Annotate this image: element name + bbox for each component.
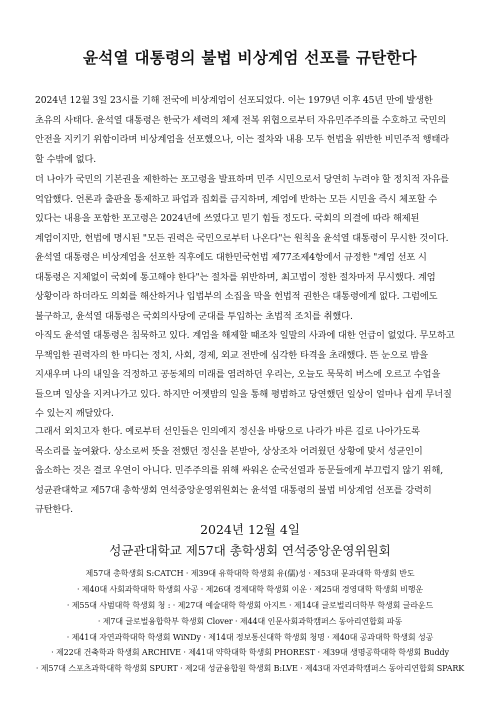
paragraph-1 <box>35 91 466 169</box>
signatory-line: · 제55대 사범대학 학생회 청 : · 제27대 예술대학 학생회 아지트 · 제14대 글로벌리더학부 학생회 글라운드 <box>66 600 434 610</box>
paragraph-line: 상황이라 하더라도 의회를 해산하거나 입법부의 소집을 막을 헌법적 권한은 대통령에게 없다. 그럼에도 <box>35 291 438 303</box>
paragraph-line: 있다는 내용을 포함한 포고령은 2024년에 쓰였다고 믿기 힘들 정도다. 국회의 의결에 따라 해제된 <box>35 213 420 225</box>
paragraph-line: 지새우며 나의 내일을 걱정하고 공동체의 미래를 염려하던 우리는, 오늘도 묵묵히 버스에 오르고 수업을 <box>35 369 441 381</box>
paragraph-line: 억압했다. 언론과 출판을 통제하고 파업과 집회를 금지하며, 계엄에 반하는 모든 시민을 즉시 체포할 수 <box>35 193 438 205</box>
paragraph-line: 대통령은 지체없이 국회에 통고해야 한다"는 절차를 위반하며, 최고법이 정한 절차마저 무시했다. 계엄 <box>35 271 436 283</box>
paragraph-line: 웁소하는 것은 결코 우연이 아니다. 민주주의를 위해 싸워온 순국선열과 동문들에게 부끄럽지 않기 위해, <box>35 465 444 477</box>
paragraph-line: 더 나아가 국민의 기본권을 제한하는 포고령을 발표하며 민주 시민으로서 당연히 누려야 할 정치적 자유를 <box>35 174 449 185</box>
signatory-line: · 제41대 자연과학대학 학생회 WiNDy · 제14대 정보통신대학 학생회 청명 · 제40대 공과대학 학생회 성공 <box>66 632 434 642</box>
signatory-list <box>0 566 500 677</box>
paragraph-2 <box>35 170 466 248</box>
paragraph-line: 윤석열 대통령은 비상계엄을 선포한 직후에도 대한민국헌법 제77조제4항에서 규정한 "계엄 선포 시 <box>35 252 427 263</box>
signatory-line: · 제57대 스포츠과학대학 학생회 SPURT · 제2대 성균융합원 학생회 B:LVE · 제43대 자연과학캠퍼스 동아리연합회 SPARK <box>35 664 465 674</box>
document-title: 윤석열 대통령의 불법 비상계엄 선포를 규탄한다 <box>83 49 417 67</box>
paragraph-4 <box>35 326 466 424</box>
paragraph-line: 성균관대학교 제57대 총학생회 연석중앙운영위원회는 윤석열 대통령의 불법 비상계엄 선포를 강력히 <box>35 484 432 496</box>
signatory-line: · 제40대 사회과학대학 학생회 사공 · 제26대 경제대학 학생회 이운 · 제25대 경영대학 학생회 비행운 <box>76 584 424 594</box>
paragraph-line: 계엄이지만, 헌법에 명시된 "모든 권력은 국민으로부터 나온다"는 원칙을 윤석열 대통령이 무시한 것이다. <box>35 232 449 244</box>
statement-date: 2024년 12월 4일 <box>200 522 300 537</box>
paragraph-line: 그래서 외치고자 한다. 예로부터 선인들은 인의예지 정신을 바탕으로 나라가 바른 길로 나아가도록 <box>35 426 420 437</box>
paragraph-line: 목소리를 높여왔다. 상소로써 뜻을 전했던 정신을 본받아, 상상조차 어려웠던 상황에 맞서 성균인이 <box>35 445 423 457</box>
issuing-organization: 성균관대학교 제57대 총학생회 연석중앙운영위원회 <box>109 543 391 558</box>
paragraph-line: 아직도 윤석열 대통령은 침묵하고 있다. 계엄을 해제할 때조차 일말의 사과에 대한 언급이 없었다. 무모하고 <box>35 330 455 341</box>
paragraph-line: 2024년 12월 3일 23시를 기해 전국에 비상계엄이 선포되었다. 이는 1979년 이후 45년 만에 발생한 <box>35 95 433 106</box>
signatory-line: 제57대 총학생회 S:CATCH · 제39대 유학대학 학생회 유(儒)성 · 제53대 문과대학 학생회 반도 <box>85 569 415 578</box>
paragraph-line: 불구하고, 윤석열 대통령은 국회의사당에 군대를 투입하는 초법적 조치를 취했다. <box>35 310 353 322</box>
paragraph-line: 들으며 일상을 지켜나가고 있다. 하지만 어젯밤의 일을 통해 평범하고 당연했던 일상이 얼마나 쉽게 무너질 <box>35 388 452 400</box>
paragraph-3 <box>35 248 466 326</box>
signatory-line: · 제22대 건축학과 학생회 ARCHIVE · 제41대 약학대학 학생회 PHOREST · 제39대 생명공학대학 학생회 Buddy <box>51 648 449 658</box>
paragraph-5 <box>35 422 466 520</box>
paragraph-line: 안전을 지키기 위함이라며 비상계엄을 선포했으나, 이는 절차와 내용 모두 헌법을 위반한 비민주적 행태라 <box>35 134 449 146</box>
paragraph-line: 수 있는지 깨달았다. <box>35 408 114 420</box>
paragraph-line: 초유의 사태다. 윤석열 대통령은 한국가 세력의 체제 전복 위협으로부터 자유민주주의를 수호하고 국민의 <box>35 114 447 126</box>
signatory-line: · 제7대 글로벌융합학부 학생회 Clover · 제44대 인문사회과학캠퍼스 동아리연합회 파동 <box>97 616 403 626</box>
paragraph-line: 무책임한 권력자의 한 마디는 정치, 사회, 경제, 외교 전반에 심각한 타격을 초래했다. 뜬 눈으로 밤을 <box>35 349 428 361</box>
paragraph-line: 규탄한다. <box>35 504 73 516</box>
paragraph-line: 할 수밖에 없다. <box>35 153 97 165</box>
